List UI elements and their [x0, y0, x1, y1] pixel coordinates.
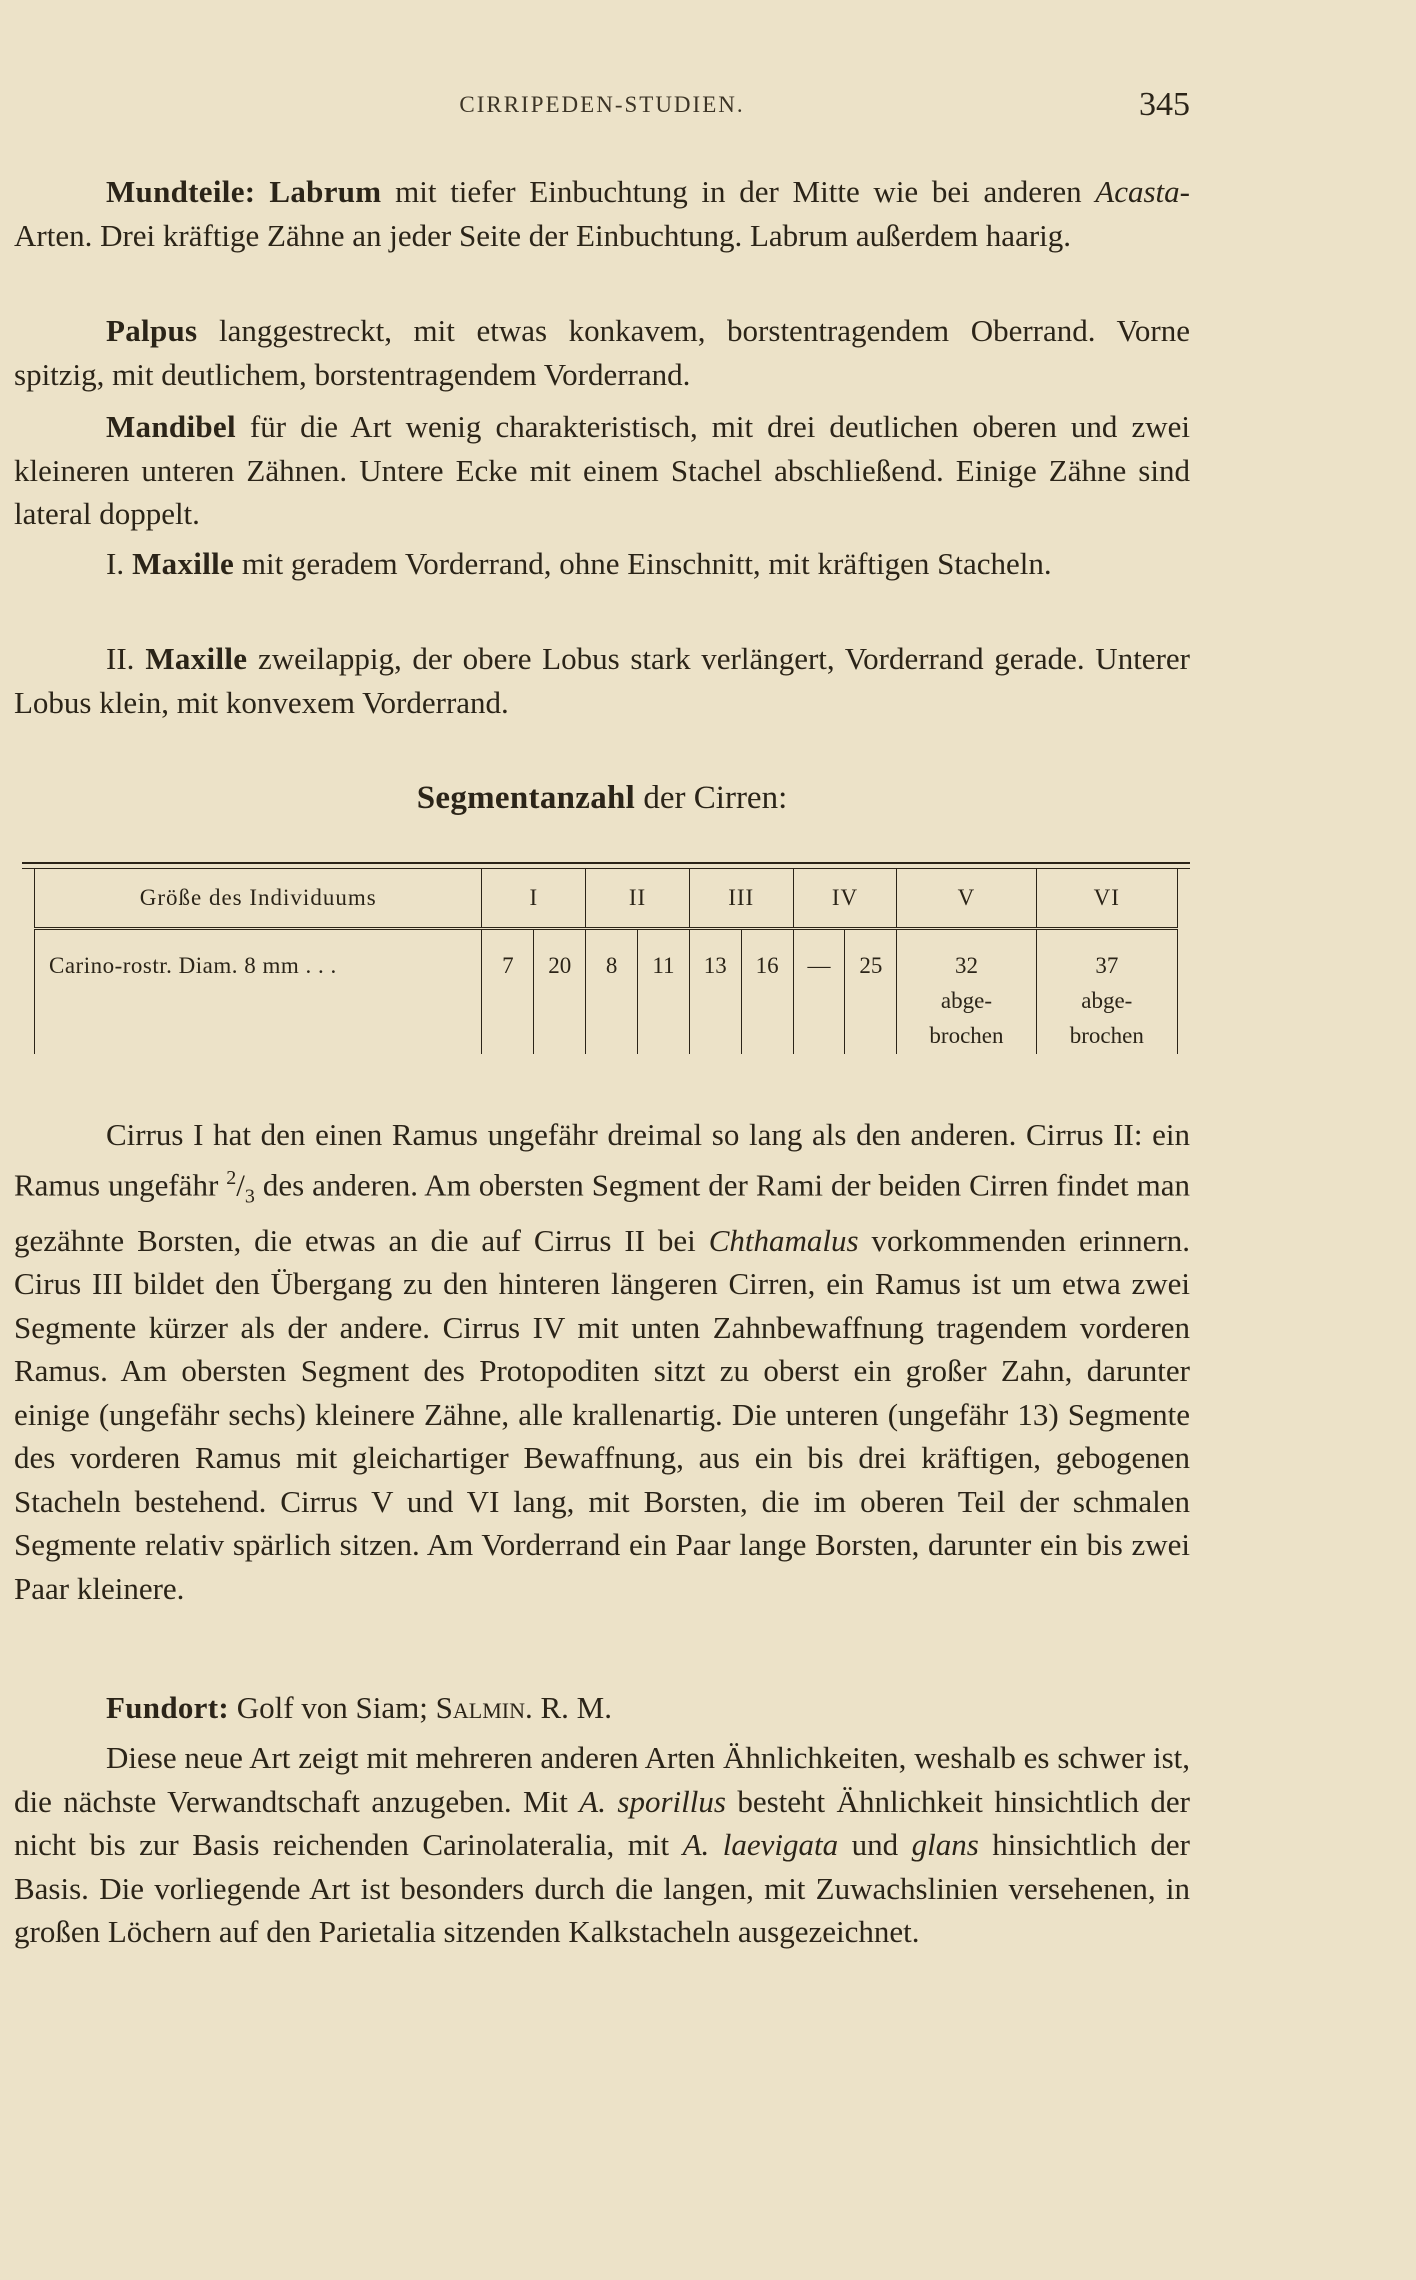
paragraph-cirri: Cirrus I hat den einen Ramus ungefähr dreimal so lang als den anderen. Cirrus II: ein Ramus ungefähr $^2/_3$ des anderen. Am obersten Segment der Rami der beiden Cirren findet man gezähnte Borsten, die etwas an die auf Cirrus II bei Chthamalus vorkommenden erinnern. Cirus III bildet den Übergang zu den hinteren längeren Cirren, ein Ramus ist um etwa zwei Segmente kürzer als der andere. Cirrus IV mit unten Zahnbewaffnung tragendem vorderen Ramus. Am obersten Segment des Protopoditen sitzt zu oberst ein großer Zahn, darunter einige (ungefähr sechs) kleinere Zähne, alle krallenartig. Die unteren (ungefähr 13) Segmente des vorderen Ramus mit gleichartiger Bewaffnung, aus ein bis drei kräftigen, gebogenen Stacheln bestehend. Cirrus V und VI lang, mit Borsten, die im oberen Teil der schmalen Segmente relativ spärlich sitzen. Am Vorderrand ein Paar lange Borsten, darunter ein bis zwei Paar kleinere.: [14, 1117, 1190, 1606]
cell-i-b: 20: [534, 929, 586, 1055]
maxille-1-number: I.: [106, 546, 125, 581]
paragraph-maxille-1: [14, 542, 1190, 586]
cell-vi-note-1: abge-: [1081, 988, 1133, 1013]
running-head: CIRRIPEDEN-STUDIEN.: [459, 92, 745, 117]
header-cirrus-vi: VI: [1036, 869, 1177, 929]
caption-rest: der Cirren:: [635, 780, 788, 816]
paragraph-maxille-2: [14, 637, 1190, 724]
text-palpus: langgestreckt, mit etwas konkavem, borstentragendem Oberrand. Vorne spitzig, mit deutlichem, borstentragendem Vorderrand.: [14, 313, 1190, 392]
cell-v-count: 32: [954, 953, 978, 978]
header-size: Größe des Individuums: [35, 869, 482, 929]
header-cirrus-iv: IV: [793, 869, 897, 929]
maxille-2-number: II.: [106, 641, 135, 676]
header-cirrus-ii: II: [586, 869, 690, 929]
table-row: [35, 929, 1178, 1055]
cell-i-a: 7: [482, 929, 534, 1055]
term-maxille-2: Maxille: [134, 641, 248, 676]
text-fundort-1: Golf von Siam;: [228, 1690, 436, 1725]
page-number: 345: [1139, 86, 1190, 123]
paragraph-palpus: [14, 309, 1190, 396]
cell-vi-note-2: brochen: [1069, 1023, 1144, 1048]
cell-vi-count: 37: [1095, 953, 1119, 978]
term-mandibel: Mandibel: [106, 409, 236, 444]
table-header-row: [35, 869, 1178, 929]
taxon-glans: glans: [911, 1827, 979, 1862]
cell-iv-b: 25: [845, 929, 897, 1055]
text-mundteile-1: mit tiefer Einbuchtung in der Mitte wie bei anderen: [381, 174, 1096, 209]
taxon-chthamalus: Chthamalus: [708, 1222, 859, 1258]
term-mundteile: Mundteile:: [106, 174, 256, 209]
cell-size: Carino-rostr. Diam. 8 mm . . .: [35, 929, 482, 1055]
collector-name: Salmin: [435, 1690, 525, 1725]
caption-term: Segmentanzahl: [416, 780, 636, 816]
paragraph-discussion: [14, 1736, 1190, 1954]
cell-ii-b: 11: [638, 929, 690, 1055]
cell-iv-a: —: [793, 929, 845, 1055]
text-discussion-4: hinsichtlich der Basis. Die vorliegende Art ist besonders durch die langen, mit Zuwachslinien versehenen, in großen Löchern auf den Parietalia sitzenden Kalkstacheln ausgezeichnet.: [14, 1827, 1191, 1949]
header-cirrus-i: I: [482, 869, 586, 929]
paragraph-fundort: [14, 1686, 1190, 1730]
fraction-denominator: 3: [244, 1185, 255, 1208]
header-cirrus-v: V: [897, 869, 1036, 929]
taxon-laevigata: A. laevigata: [682, 1827, 839, 1862]
text-discussion-2: besteht Ähnlichkeit hinsichtlich der nicht bis zur Basis reichenden Carinolateralia, mit: [14, 1783, 1190, 1862]
header-cirrus-iii: III: [689, 869, 793, 929]
taxon-sporillus: A. sporillus: [579, 1783, 726, 1819]
text-cirri-2: des anderen. Am obersten Segment der Rami der beiden Cirren findet man gezähnte Borsten, die etwas an die auf Cirrus II bei: [14, 1166, 1190, 1258]
segment-table-wrap: [22, 862, 1190, 1054]
term-labrum: Labrum: [255, 174, 382, 209]
text-discussion-1: Diese neue Art zeigt mit mehreren anderen Arten Ähnlichkeiten, weshalb es schwer ist, die nächste Verwandtschaft anzugeben. Mit: [14, 1740, 1190, 1819]
text-mundteile-2: -Arten. Drei kräftige Zähne an jeder Seite der Einbuchtung. Labrum außerdem haarig.: [14, 174, 1190, 253]
cell-v-note-1: abge-: [940, 988, 992, 1013]
cell-iii-b: 16: [741, 929, 793, 1055]
text-mandibel: für die Art wenig charakteristisch, mit drei deutlichen oberen und zwei kleineren unteren Zähnen. Untere Ecke mit einem Stachel abschließend. Einige Zähne sind lateral doppelt.: [14, 409, 1190, 531]
cell-vi: [1036, 929, 1177, 1055]
term-fundort: Fundort:: [106, 1690, 229, 1725]
text-cirri-3: vorkommenden erinnern. Cirus III bildet den Übergang zu den hinteren längeren Cirren, ein Ramus ist um etwa zwei Segmente kürzer als der andere. Cirrus IV mit unten Zahnbewaffnung tragendem vorderen Ramus. Am obersten Segment des Protopoditen sitzt zu oberst ein großer Zahn, darunter einige (ungefähr sechs) kleinere Zähne, alle krallenartig. Die unteren (ungefähr 13) Segmente des vorderen Ramus mit gleichartiger Bewaffnung, aus ein bis drei kräftigen, gebogenen Stacheln bestehend. Cirrus V und VI lang, mit Borsten, die im oberen Teil der schmalen Segmente relativ spärlich sitzen. Am Vorderrand ein Paar lange Borsten, darunter ein bis zwei Paar kleinere.: [14, 1222, 1190, 1606]
term-maxille-1: Maxille: [124, 546, 235, 581]
cell-ii-a: 8: [586, 929, 638, 1055]
text-discussion-3: und: [838, 1827, 912, 1862]
text-maxille-2: zweilappig, der obere Lobus stark verlängert, Vorderrand gerade. Unterer Lobus klein, mit konvexem Vorderrand.: [14, 641, 1190, 720]
fraction-numerator: 2: [226, 1166, 237, 1189]
taxon-acasta: Acasta: [1095, 174, 1180, 209]
paragraph-mundteile: [14, 170, 1190, 257]
cell-v: [897, 929, 1036, 1055]
text-fundort-2: . R. M.: [524, 1690, 612, 1725]
cell-iii-a: 13: [689, 929, 741, 1055]
page-header: [14, 86, 1190, 132]
text-cirri-1: Cirrus I hat den einen Ramus ungefähr dreimal so lang als den anderen. Cirrus II: ein Ramus ungefähr: [14, 1117, 1190, 1202]
table-caption: [14, 780, 1190, 817]
segment-table: [34, 869, 1178, 1054]
table-rule: [22, 862, 1190, 864]
paragraph-mandibel: [14, 405, 1190, 536]
term-palpus: Palpus: [106, 313, 198, 348]
cell-v-note-2: brochen: [929, 1023, 1004, 1048]
text-maxille-1: mit geradem Vorderrand, ohne Einschnitt, mit kräftigen Stacheln.: [234, 546, 1052, 581]
